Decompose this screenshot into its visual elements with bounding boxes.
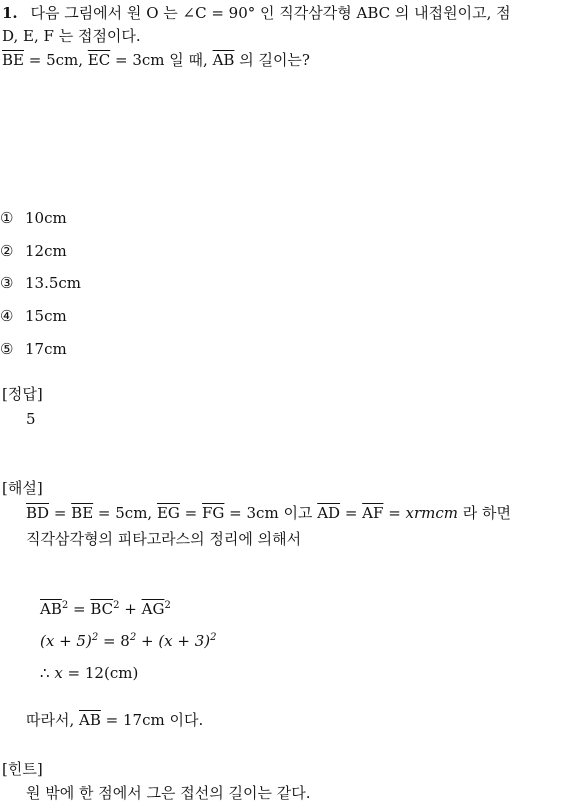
plus-sign: + — [119, 600, 142, 618]
segment-ec: $\overline{EC}$ — [87, 51, 111, 69]
bd-value: = 5cm, — [93, 504, 157, 522]
choice-text-2: 12cm — [25, 242, 67, 260]
eq1-ab: $\overline{AB}$ — [40, 600, 62, 618]
eq-sign: = — [340, 504, 363, 522]
exponent: 2 — [61, 600, 69, 611]
conclusion-result: = 17cm 이다. — [100, 711, 204, 729]
eq1-bc: $\overline{BC}$ — [90, 600, 114, 618]
choice-text-3: 13.5cm — [25, 274, 82, 292]
segment-fg: $\overline{FG}$ — [202, 504, 225, 522]
conclusion-prefix: 따라서, — [26, 711, 80, 729]
answer-heading: [정답] — [2, 385, 43, 403]
segment-af: $\overline{AF}$ — [362, 504, 384, 522]
explanation-heading: [해설] — [2, 479, 43, 497]
question-line-3 — [2, 49, 310, 70]
hint-heading: [힌트] — [2, 760, 43, 778]
hint-text: 원 밖에 한 점에서 그은 접선의 길이는 같다. — [26, 784, 311, 802]
choice-mark-4: ④ — [0, 307, 14, 325]
therefore-symbol: ∴ — [40, 664, 55, 682]
choice-5[interactable] — [0, 340, 67, 358]
eq3-result: = 12(cm) — [62, 664, 139, 682]
segment-ad: $\overline{AD}$ — [317, 504, 341, 522]
exponent: 2 — [164, 600, 171, 611]
choice-mark-2: ② — [0, 242, 14, 260]
eq-sign: = — [49, 504, 72, 522]
choice-mark-5: ⑤ — [0, 340, 14, 358]
eg-value: = 3cm 이고 — [224, 504, 318, 522]
choice-mark-1: ① — [0, 209, 14, 227]
eq-sign: = — [383, 504, 406, 522]
be-value: = 5cm, — [23, 51, 88, 69]
question-line-2: D, E, F 는 접점이다. — [2, 27, 141, 45]
equation-2 — [40, 632, 217, 650]
eq-sign: = — [68, 600, 91, 618]
question-line-1 — [2, 2, 511, 23]
choice-text-5: 17cm — [25, 340, 67, 358]
choice-1[interactable] — [0, 209, 67, 227]
explanation-line-1 — [26, 502, 511, 523]
exponent: 2 — [129, 632, 137, 643]
eq-sign: = — [179, 504, 203, 522]
explanation-tail: 라 하면 — [458, 504, 512, 522]
eq2-mid: = 8 — [98, 632, 130, 650]
segment-ab-2: $\overline{AB}$ — [79, 711, 101, 729]
exponent: 2 — [91, 632, 99, 643]
question-number: 1. — [2, 4, 18, 22]
variable-x: xrmcm — [405, 504, 459, 522]
segment-eg: $\overline{EG}$ — [156, 504, 180, 522]
question-text-1: 다음 그림에서 원 O 는 ∠C = 90° 인 직각삼각형 ABC 의 내접원이고, 점 — [30, 4, 511, 22]
answer-value: 5 — [26, 410, 36, 428]
question-tail: 의 길이는? — [234, 51, 310, 69]
eq1-ag: $\overline{AG}$ — [141, 600, 165, 618]
ec-value: = 3cm 일 때, — [110, 51, 213, 69]
segment-ab: $\overline{AB}$ — [212, 51, 235, 69]
segment-be: $\overline{BE}$ — [2, 51, 24, 69]
equation-1 — [40, 600, 171, 618]
choice-2[interactable] — [0, 242, 67, 260]
exponent: 2 — [210, 632, 217, 643]
segment-bd: $\overline{BD}$ — [26, 504, 50, 522]
conclusion — [26, 709, 203, 730]
segment-be-2: $\overline{BE}$ — [71, 504, 94, 522]
equation-3 — [40, 664, 138, 682]
exponent: 2 — [113, 600, 120, 611]
explanation-line-2: 직각삼각형의 피타고라스의 정리에 의해서 — [26, 530, 302, 548]
choice-text-1: 10cm — [25, 209, 67, 227]
choice-mark-3: ③ — [0, 274, 14, 292]
variable-x: x — [54, 664, 63, 682]
choice-3[interactable] — [0, 274, 81, 292]
choice-4[interactable] — [0, 307, 67, 325]
eq2-left: (x + 5) — [40, 632, 92, 650]
choice-text-4: 15cm — [25, 307, 67, 325]
eq2-right: + (x + 3) — [136, 632, 211, 650]
